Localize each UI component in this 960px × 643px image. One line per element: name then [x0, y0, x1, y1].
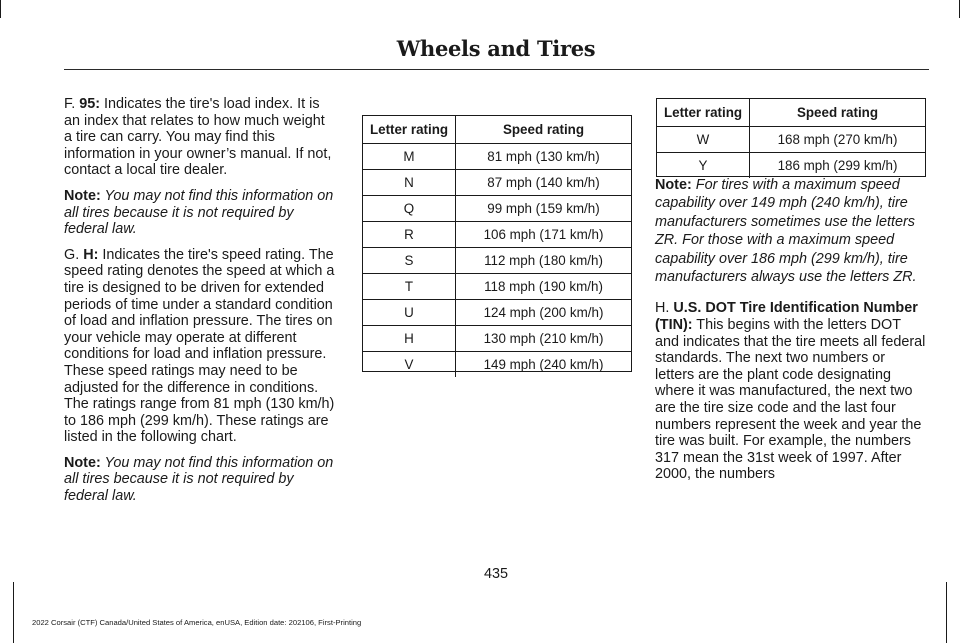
table-row: Q 99 mph (159 km/h) [363, 196, 631, 222]
table-row: V 149 mph (240 km/h) [363, 352, 631, 378]
table-row: R 106 mph (171 km/h) [363, 222, 631, 248]
paragraph-speed-rating: G. H: Indicates the tire's speed rating. The speed rating denotes the speed at which a tire is designed to be driven for extended periods of time under a standard condition of load and inflation pressure. The tires on your vehicle may operate at different conditions for load and inflation pressure. These speed ratings may need to be adjusted for the difference in conditions. The ratings range from 81 mph (130 km/h) to 186 mph (299 km/h). These ratings are listed in the following chart. [64, 246, 335, 446]
table-header-row [657, 99, 925, 127]
header-rule [64, 69, 929, 70]
column-header-letter-rating: Letter rating [657, 99, 750, 127]
crop-mark-bottom-right-v [946, 582, 947, 643]
paragraph-load-index: F. 95: Indicates the tire's load index. It is an index that relates to how much weight a tire can carry. You may find this information in your owner’s manual. If not, contact a local tire dealer. [64, 96, 332, 179]
column-header-speed-rating: Speed rating [750, 99, 926, 127]
table-row: N 87 mph (140 km/h) [363, 170, 631, 196]
footer-edition-text: 2022 Corsair (CTF) Canada/United States of America, enUSA, Edition date: 202106, First-Printing [32, 618, 362, 627]
speed-rating-table-2 [656, 98, 926, 177]
page-title: Wheels and Tires [396, 36, 596, 61]
table-row: W 168 mph (270 km/h) [657, 127, 925, 153]
column-header-letter-rating: Letter rating [363, 116, 456, 144]
column-header-speed-rating: Speed rating [456, 116, 632, 144]
speed-rating-table-1 [362, 115, 632, 372]
crop-mark-top-left-v [0, 0, 1, 18]
left-column [64, 96, 336, 505]
page-number: 435 [483, 566, 508, 582]
paragraph-dot-tin: H. U.S. DOT Tire Identification Number (TIN): This begins with the letters DOT and indicates that the tire meets all federal standards. The next two numbers or letters are the plant code designating where it was manufactured, the next two are the tire size code and the last four numbers represent the week and year the tire was built. For example, the numbers 317 mean the 31st week of 1997. After 2000, the numbers [655, 300, 926, 483]
table-row: U 124 mph (200 km/h) [363, 300, 631, 326]
crop-mark-bottom-left-v [13, 582, 14, 643]
table-row: Y 186 mph (299 km/h) [657, 153, 925, 179]
table-row: S 112 mph (180 km/h) [363, 248, 631, 274]
note-speed-rating: Note: You may not find this information on all tires because it is not required by federal law. [64, 454, 334, 505]
table-row: T 118 mph (190 km/h) [363, 274, 631, 300]
table-row: H 130 mph (210 km/h) [363, 326, 631, 352]
note-zr-rating: Note: For tires with a maximum speed capability over 149 mph (240 km/h), tire manufacturers sometimes use the letters ZR. For those with a maximum speed capability over 186 mph (299 km/h), tire manufacturers always use the letters ZR. [655, 177, 917, 286]
note-load-index: Note: You may not find this information on all tires because it is not required by federal law. [64, 187, 334, 238]
table-row: M 81 mph (130 km/h) [363, 144, 631, 170]
table-header-row [363, 116, 631, 144]
right-column [655, 176, 927, 483]
